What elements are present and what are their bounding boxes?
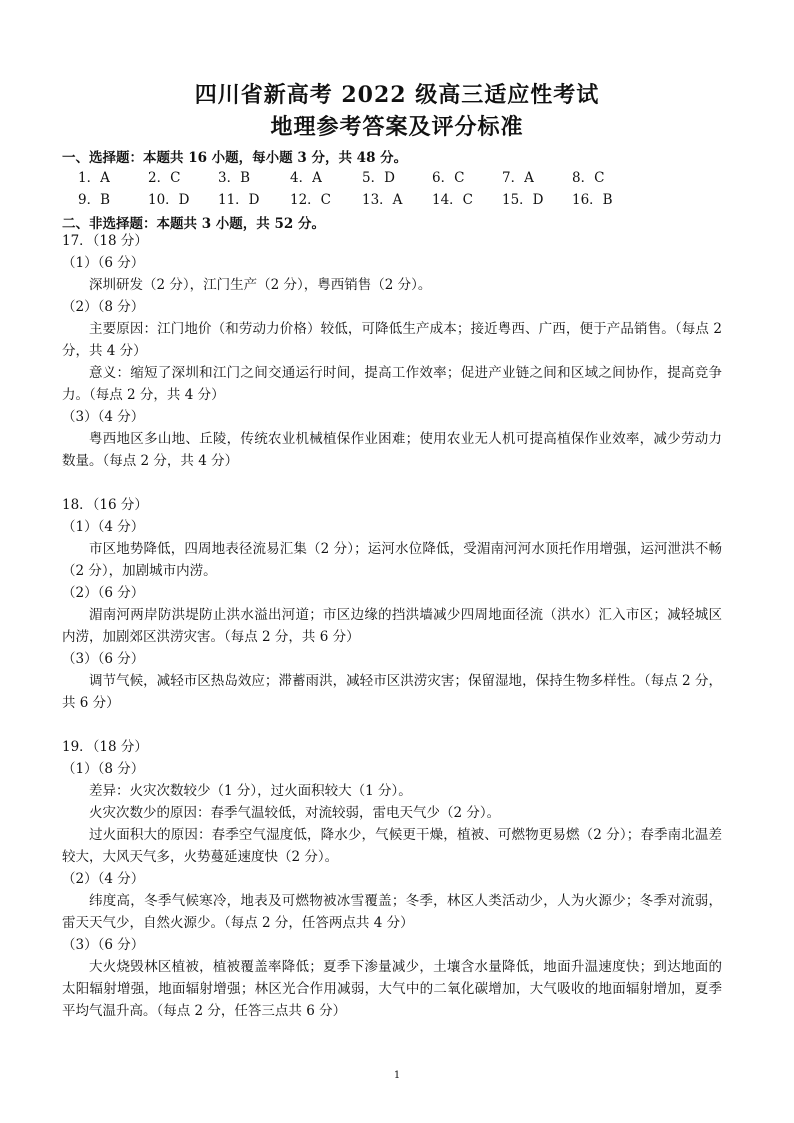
question-heading: （2）（8 分） bbox=[62, 299, 145, 315]
choice-answer: 5．D bbox=[362, 170, 395, 186]
answer-row bbox=[78, 188, 678, 210]
answer-paragraph: 过火面积大的原因：春季空气湿度低，降水少，气候更干燥，植被、可燃物更易燃（2 分）；春季南北温差较大，大风天气多，火势蔓延速度快（2 分）。 bbox=[62, 827, 722, 865]
question-heading: 17．（18 分） bbox=[62, 233, 148, 249]
question-heading: （2）（4 分） bbox=[62, 871, 145, 887]
choice-answer: 6．C bbox=[432, 170, 465, 186]
choice-answer: 15．D bbox=[502, 192, 544, 208]
answer-paragraph: 调节气候，减轻市区热岛效应；滞蓄雨洪，减轻市区洪涝灾害；保留湿地，保持生物多样性。（每点 2 分，共 6 分） bbox=[62, 673, 722, 711]
choice-answer: 8．C bbox=[572, 170, 605, 186]
answer-paragraph: 大火烧毁林区植被，植被覆盖率降低；夏季下渗量减少，土壤含水量降低，地面升温速度快；到达地面的太阳辐射增强，地面辐射增强；林区光合作用减弱，大气中的二氧化碳增加，大气吸收的地面辐射增加，夏季平均气温升高。（每点 2 分，任答三点共 6 分） bbox=[62, 959, 722, 1019]
choice-answer: 14．C bbox=[432, 192, 474, 208]
answer-paragraph: 火灾次数少的原因：春季气温较低，对流较弱，雷电天气少（2 分）。 bbox=[89, 805, 501, 821]
choice-answer: 2．C bbox=[148, 170, 181, 186]
choice-answer: 4．A bbox=[290, 170, 322, 186]
question-heading: 18．（16 分） bbox=[62, 497, 148, 513]
choice-answer: 3．B bbox=[218, 170, 251, 186]
question-heading: 19．（18 分） bbox=[62, 739, 148, 755]
open-answers bbox=[62, 230, 722, 1022]
question-heading: （1）（6 分） bbox=[62, 255, 145, 271]
choice-answer: 7．A bbox=[502, 170, 534, 186]
spacer bbox=[62, 472, 722, 494]
question-heading: （3）（4 分） bbox=[62, 409, 145, 425]
choice-answer: 10．D bbox=[148, 192, 190, 208]
page-subtitle: 地理参考答案及评分标准 bbox=[270, 114, 524, 140]
choice-answer: 1．A bbox=[78, 170, 110, 186]
answer-paragraph: 意义：缩短了深圳和江门之间交通运行时间，提高工作效率；促进产业链之间和区域之间协作，提高竞争力。（每点 2 分，共 4 分） bbox=[62, 365, 722, 403]
question-heading: （2）（6 分） bbox=[62, 585, 145, 601]
page-number: 1 bbox=[393, 1070, 401, 1081]
page-title: 四川省新高考 2022 级高三适应性考试 bbox=[194, 82, 600, 108]
question-heading: （1）（8 分） bbox=[62, 761, 145, 777]
answer-paragraph: 纬度高，冬季气候寒冷，地表及可燃物被冰雪覆盖；冬季，林区人类活动少，人为火源少；冬季对流弱，雷天天气少，自然火源少。（每点 2 分，任答两点共 4 分） bbox=[62, 893, 722, 931]
question-heading: （3）（6 分） bbox=[62, 937, 145, 953]
spacer bbox=[62, 714, 722, 736]
choice-answer-grid bbox=[78, 166, 678, 210]
choice-answer: 12．C bbox=[290, 192, 332, 208]
answer-paragraph: 粤西地区多山地、丘陵，传统农业机械植保作业困难；使用农业无人机可提高植保作业效率，减少劳动力数量。（每点 2 分，共 4 分） bbox=[62, 431, 722, 469]
answer-paragraph: 主要原因：江门地价（和劳动力价格）较低，可降低生产成本；接近粤西、广西，便于产品销售。（每点 2 分，共 4 分） bbox=[62, 321, 722, 359]
answer-paragraph: 差异：火灾次数较少（1 分），过火面积较大（1 分）。 bbox=[89, 783, 412, 799]
choice-answer: 9．B bbox=[78, 192, 111, 208]
question-heading: （3）（6 分） bbox=[62, 651, 145, 667]
choice-answer: 16．B bbox=[572, 192, 613, 208]
section-heading-open: 二、非选择题：本题共 3 小题，共 52 分。 bbox=[62, 216, 325, 232]
choice-answer: 11．D bbox=[218, 192, 260, 208]
choice-answer: 13．A bbox=[362, 192, 403, 208]
answer-row bbox=[78, 166, 678, 188]
question-heading: （1）（4 分） bbox=[62, 519, 145, 535]
answer-paragraph: 湄南河两岸防洪堤防止洪水溢出河道；市区边缘的挡洪墙减少四周地面径流（洪水）汇入市区；减轻城区内涝，加剧郊区洪涝灾害。（每点 2 分，共 6 分） bbox=[62, 607, 722, 645]
answer-paragraph: 市区地势降低，四周地表径流易汇集（2 分）；运河水位降低，受湄南河河水顶托作用增强，运河泄洪不畅（2 分），加剧城市内涝。 bbox=[62, 541, 722, 579]
answer-paragraph: 深圳研发（2 分），江门生产（2 分），粤西销售（2 分）。 bbox=[89, 277, 432, 293]
section-heading-choice: 一、选择题：本题共 16 小题，每小题 3 分，共 48 分。 bbox=[62, 150, 408, 166]
